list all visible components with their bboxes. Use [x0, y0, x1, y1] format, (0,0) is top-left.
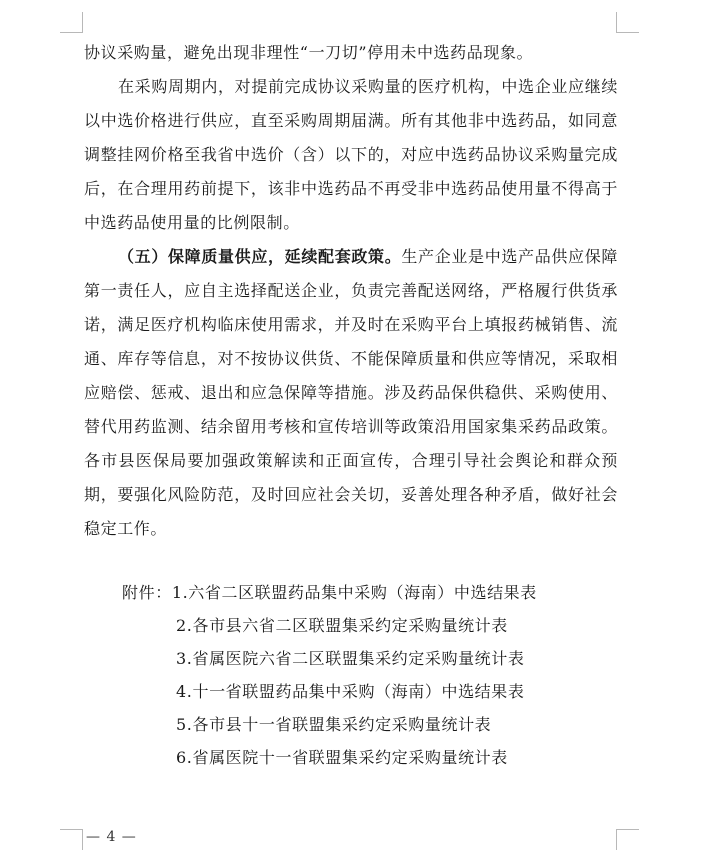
attachment-item: 4.十一省联盟药品集中采购（海南）中选结果表: [176, 682, 525, 701]
page-number: — 4 —: [86, 829, 137, 845]
attachment-row-4: [176, 675, 524, 709]
crop-mark-bottom-left: [60, 829, 83, 850]
attachment-row-1: [122, 576, 537, 610]
attachment-row-5: [176, 708, 491, 742]
crop-mark-top-right: [616, 12, 639, 33]
body-text: [84, 36, 618, 546]
section-5-text: 生产企业是中选产品供应保障第一责任人，应自主选择配送企业，负责完善配送网络，严格履行供货承诺，满足医疗机构临床使用需求，并及时在采购平台上填报药械销售、流通、库存等信息，对不按协议供货、不能保障质量和供应等情况，采取相应赔偿、惩戒、退出和应急保障等措施。涉及药品保供稳供、采购使用、替代用药监测、结余留用考核和宣传培训等政策沿用国家集采药品政策。各市县医保局要加强政策解读和正面宣传，合理引导社会舆论和群众预期，要强化风险防范，及时回应社会关切，妥善处理各种矛盾，做好社会稳定工作。: [84, 247, 618, 538]
attachment-item: 3.省属医院六省二区联盟集采约定采购量统计表: [176, 649, 525, 668]
attachment-item: 1.六省二区联盟药品集中采购（海南）中选结果表: [171, 583, 537, 602]
attachments-label: 附件：: [122, 583, 172, 602]
attachment-row-2: [176, 609, 508, 643]
paragraph-procurement-period: 在采购周期内，对提前完成协议采购量的医疗机构，中选企业应继续以中选价格进行供应，直至采购周期届满。所有其他非中选药品，如同意调整挂网价格至我省中选价（含）以下的，对应中选药品协议采购量完成后，在合理用药前提下，该非中选药品不再受非中选药品使用量不得高于中选药品使用量的比例限制。: [84, 77, 618, 232]
attachment-item: 6.省属医院十一省联盟集采约定采购量统计表: [176, 748, 508, 767]
attachment-item: 5.各市县十一省联盟集采约定采购量统计表: [176, 715, 492, 734]
paragraph-section-5: [84, 240, 618, 546]
attachment-row-3: [176, 642, 524, 676]
crop-mark-bottom-right: [616, 829, 639, 850]
attachment-row-6: [176, 741, 508, 775]
paragraph-continuation: 协议采购量，避免出现非理性“一刀切”停用未中选药品现象。: [84, 43, 534, 62]
crop-mark-top-left: [60, 12, 83, 33]
section-5-heading: （五）保障质量供应，延续配套政策。: [118, 247, 402, 266]
attachment-item: 2.各市县六省二区联盟集采约定采购量统计表: [176, 616, 508, 635]
